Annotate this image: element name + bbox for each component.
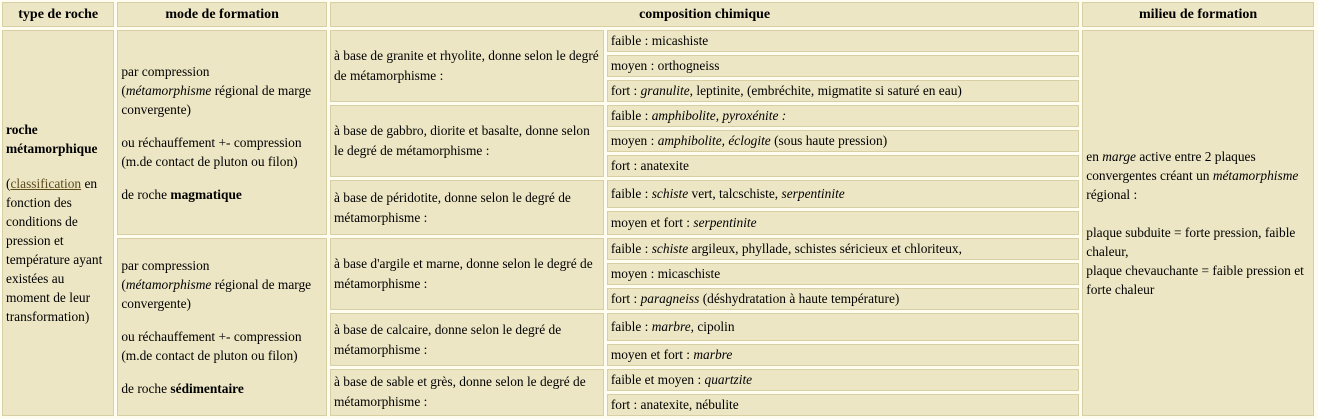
- comp-row: faible : schiste vert, talcschiste, serpentinite: [607, 180, 1079, 208]
- group-calcaire: à base de calcaire, donne selon le degré de métamorphisme :: [330, 313, 604, 366]
- comp-row: moyen : orthogneiss: [607, 55, 1079, 77]
- mode-mag-metamorphisme: métamorphisme: [125, 82, 212, 98]
- group-peridotite: à base de péridotite, donne selon le degré de métamorphisme :: [330, 180, 604, 235]
- comp-row: faible : micashiste: [607, 30, 1079, 52]
- mode-mag-line1: par compression: [121, 63, 210, 79]
- header-mode: mode de formation: [117, 2, 327, 27]
- mode-mag-line3: ou réchauffement +- compression (m.de contact de pluton ou filon): [121, 134, 302, 169]
- milieu-text: régional :: [1086, 187, 1138, 202]
- mode-sed-rock: sédimentaire: [170, 381, 244, 396]
- milieu-line3: plaque chevauchante = faible pression et forte chaleur: [1086, 263, 1304, 297]
- header-milieu: milieu de formation: [1082, 2, 1314, 27]
- rock-note-rest: en fonction des conditions de pression et température ayant existées au moment de leur transformation): [6, 176, 103, 324]
- comp-row: faible : marbre, cipolin: [607, 313, 1079, 341]
- mode-sed-metamorphisme: métamorphisme: [125, 277, 212, 292]
- rock-type-cell: [2, 30, 114, 416]
- group-granite: à base de granite et rhyolite, donne selon le degré de métamorphisme :: [330, 30, 604, 102]
- mode-sed-line2: régional de marge convergente): [121, 277, 312, 311]
- classification-link[interactable]: classification: [10, 176, 82, 191]
- comp-row: fort : granulite, leptinite, (embréchite, migmatite si saturé en eau): [607, 80, 1079, 102]
- header-composition: composition chimique: [330, 2, 1079, 27]
- mode-mag-line4: de roche: [121, 186, 171, 202]
- mode-sed-line4: de roche: [121, 381, 171, 396]
- comp-row: fort : paragneiss (déshydratation à haute température): [607, 288, 1079, 310]
- comp-row: moyen et fort : serpentinite: [607, 211, 1079, 235]
- mode-sed-line3: ou réchauffement +- compression (m.de contact de pluton ou filon): [121, 329, 302, 363]
- milieu-line2: plaque subduite = forte pression, faible chaleur,: [1086, 225, 1296, 259]
- milieu-text: active entre 2 plaques convergentes créant un: [1086, 149, 1256, 183]
- rock-type-title: roche métamorphique: [6, 122, 98, 156]
- mode-sed-line1: par compression: [121, 258, 210, 273]
- comp-row: faible : schiste argileux, phyllade, schistes séricieux et chloriteux,: [607, 238, 1079, 260]
- group-sable: à base de sable et grès, donne selon le degré de métamorphisme :: [330, 369, 604, 416]
- milieu-marge: marge: [1102, 149, 1136, 164]
- comp-row: fort : anatexite, nébulite: [607, 394, 1079, 416]
- mode-mag-line2: régional de marge convergente): [121, 82, 312, 117]
- comp-row: faible : amphibolite, pyroxénite :: [607, 105, 1079, 127]
- milieu-text: en: [1086, 149, 1103, 164]
- comp-row: moyen : micaschiste: [607, 263, 1079, 285]
- milieu-cell: [1082, 30, 1314, 416]
- comp-row: moyen : amphibolite, éclogite (sous haute pression): [607, 130, 1079, 152]
- mode-sedimentary-cell: par compression (métamorphisme régional de marge convergente) ou réchauffement +- compression (m.de contact de pluton ou filon) de roche sédimentaire: [117, 238, 327, 416]
- table-row: [2, 30, 1314, 52]
- milieu-metamorphisme: métamorphisme: [1212, 168, 1299, 183]
- header-type: type de roche: [2, 2, 114, 27]
- comp-row: fort : anatexite: [607, 155, 1079, 177]
- group-argile: à base d'argile et marne, donne selon le degré de métamorphisme :: [330, 238, 604, 310]
- header-row: [2, 2, 1314, 27]
- comp-row: faible et moyen : quartzite: [607, 369, 1079, 391]
- mode-magmatic-cell: par compression (métamorphisme régional de marge convergente) ou réchauffement +- compression (m.de contact de pluton ou filon) de roche magmatique: [117, 30, 327, 235]
- group-gabbro: à base de gabbro, diorite et basalte, donne selon le degré de métamorphisme :: [330, 105, 604, 177]
- mode-mag-rock: magmatique: [170, 186, 242, 202]
- rock-note-open: (: [6, 176, 11, 191]
- comp-row: moyen et fort : marbre: [607, 344, 1079, 366]
